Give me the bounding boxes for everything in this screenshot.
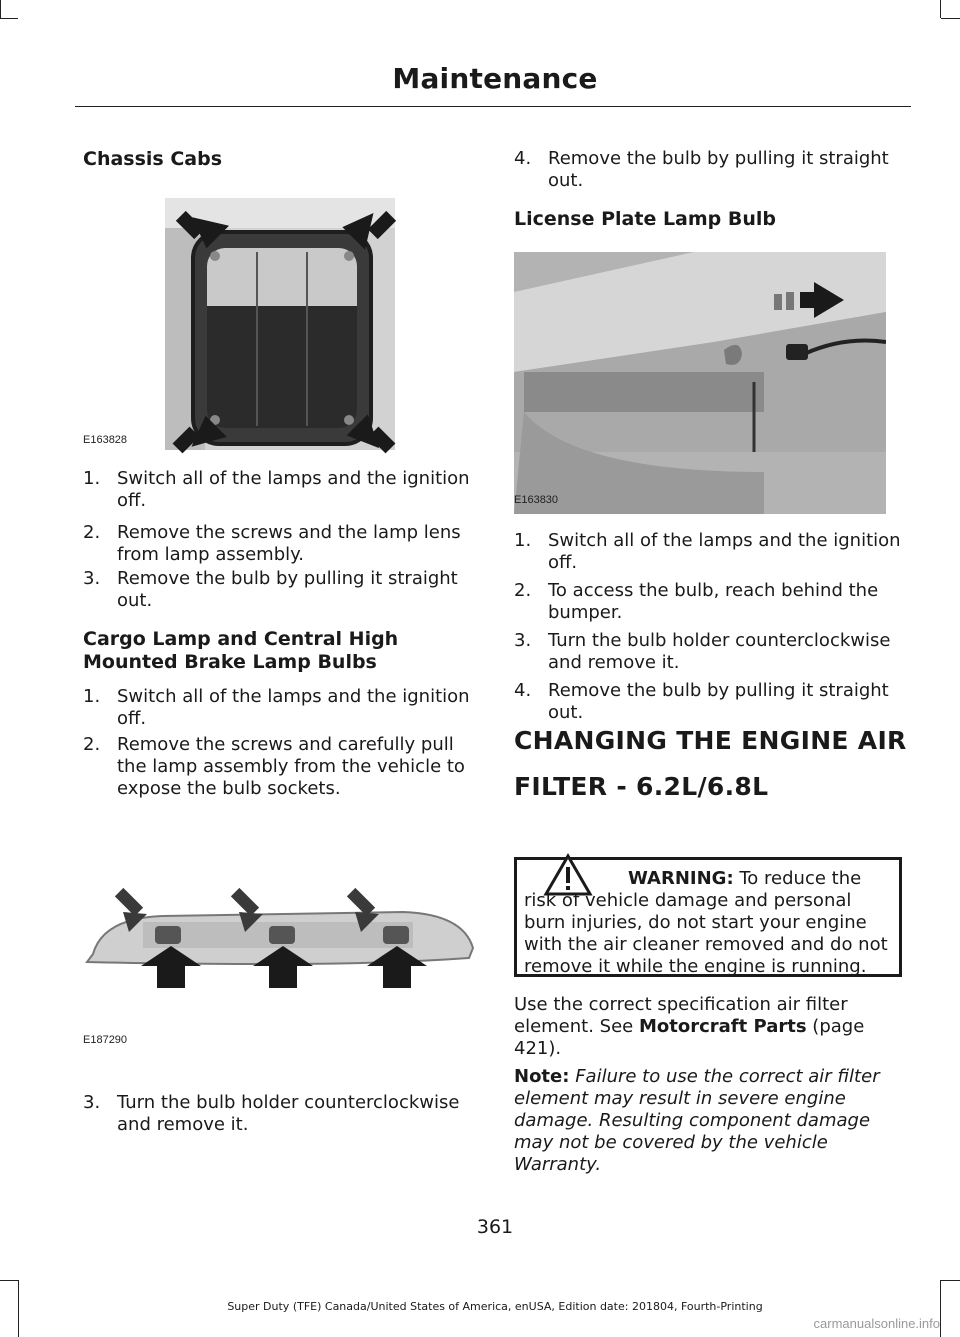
crop-mark bbox=[941, 18, 960, 19]
figure-code: E163828 bbox=[83, 434, 128, 446]
list-item: 2. To access the bulb, reach behind the bumper. bbox=[514, 580, 879, 623]
header-rule bbox=[75, 106, 911, 107]
license-plate-heading: License Plate Lamp Bulb bbox=[514, 208, 777, 230]
chassis-cabs-heading: Chassis Cabs bbox=[83, 148, 223, 170]
motorcraft-parts-link[interactable]: Motorcraft Parts bbox=[638, 1016, 807, 1037]
figure-code: E187290 bbox=[83, 1034, 128, 1046]
list-item: 2. Remove the screws and the lamp lens from lamp assembly. bbox=[83, 522, 461, 565]
crop-mark bbox=[940, 1280, 960, 1281]
watermark: carmanualsonline.info bbox=[813, 1316, 940, 1331]
list-item: 3. Turn the bulb holder counterclockwise and remove it. bbox=[514, 630, 891, 673]
figure-brake-lamp bbox=[83, 884, 475, 1050]
note-paragraph: Note: Failure to use the correct air filter element may result in severe engine damage. Resulting component damage may not be covered by the vehicle Warranty. bbox=[514, 1066, 880, 1175]
warning-text: WARNING: To reduce the risk of vehicle damage and personal burn injuries, do not start your engine with the air cleaner removed and do not remove it while the engine is running. bbox=[524, 868, 888, 977]
crop-mark bbox=[0, 0, 1, 18]
footer-text: Super Duty (TFE) Canada/United States of America, enUSA, Edition date: 201804, Fourth-Printing bbox=[227, 1300, 763, 1313]
list-item: 4. Remove the bulb by pulling it straight out. bbox=[514, 148, 889, 191]
list-item: 1. Switch all of the lamps and the ignition off. bbox=[83, 686, 470, 729]
cargo-lamp-heading: Cargo Lamp and Central High Mounted Brake Lamp Bulbs bbox=[83, 628, 399, 673]
figure-chassis-cab-lamp bbox=[83, 192, 475, 454]
list-item: 3. Remove the bulb by pulling it straight out. bbox=[83, 568, 458, 611]
list-item: 1. Switch all of the lamps and the ignition off. bbox=[514, 530, 901, 573]
note-label: Note: bbox=[514, 1066, 570, 1087]
crop-mark bbox=[0, 18, 18, 19]
brake-lamp-illustration bbox=[83, 884, 475, 1024]
lamp-lens-illustration bbox=[83, 192, 475, 454]
page-header-title: Maintenance bbox=[392, 62, 598, 95]
warning-box bbox=[514, 857, 902, 977]
crop-mark bbox=[0, 1280, 18, 1281]
section-heading: CHANGING THE ENGINE AIR FILTER - 6.2L/6.8L bbox=[514, 726, 907, 801]
figure-code: E163830 bbox=[514, 494, 559, 506]
list-item: 2. Remove the screws and carefully pull the lamp assembly from the vehicle to expose the bulb sockets. bbox=[83, 734, 465, 799]
license-lamp-illustration bbox=[514, 252, 886, 514]
page-number: 361 bbox=[476, 1216, 514, 1238]
crop-mark bbox=[940, 0, 941, 18]
figure-license-plate-lamp bbox=[514, 252, 886, 516]
list-item: 3. Turn the bulb holder counterclockwise and remove it. bbox=[83, 1092, 460, 1135]
spec-paragraph: Use the correct specification air filter element. See Motorcraft Parts (page 421). bbox=[514, 994, 865, 1059]
list-item: 4. Remove the bulb by pulling it straight out. bbox=[514, 680, 889, 723]
warning-label: WARNING: bbox=[628, 868, 734, 889]
list-item: 1. Switch all of the lamps and the ignition off. bbox=[83, 468, 470, 511]
